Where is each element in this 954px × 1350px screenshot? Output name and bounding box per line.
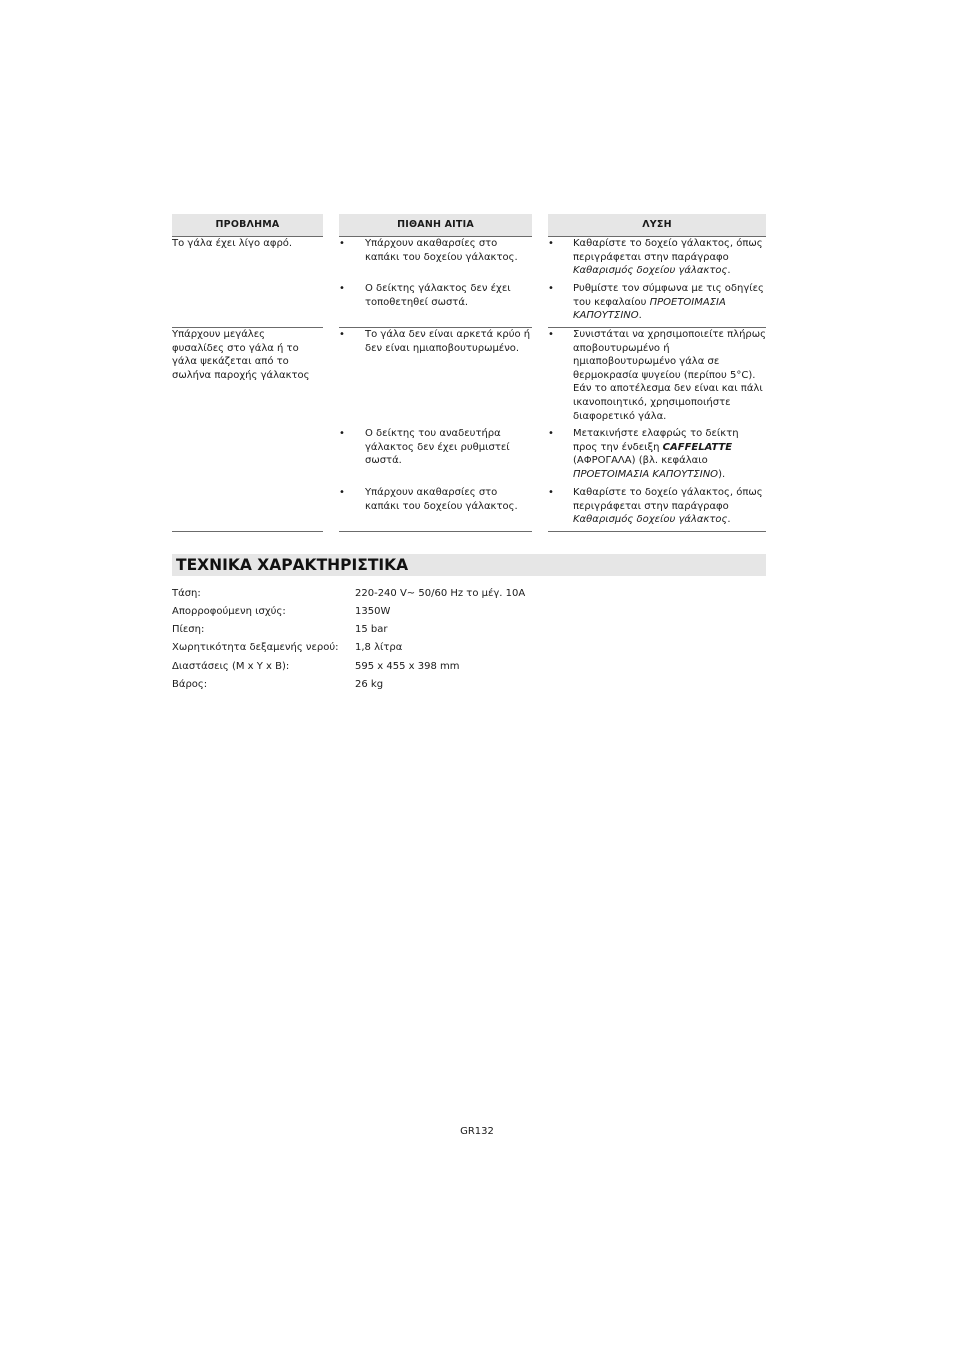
bullet-icon: • [339, 238, 345, 249]
row-2-solution-2: • Μετακινήστε ελαφρώς το δείκτη προς την ένδειξη CAFFELATTE (ΑΦΡΟΓΑΛΑ) (βλ. κεφάλαιο ΠΡΟΕΤΟΙΜΑΣΙΑ ΚΑΠΟΥΤΣΙΝΟ). [548, 428, 739, 480]
row-1-cause-1: • Υπάρχουν ακαθαρσίες στο καπάκι του δοχείου γάλακτος. [339, 238, 518, 263]
spec-row [172, 623, 572, 641]
spec-label: Πίεση: [172, 624, 205, 635]
spec-row [172, 678, 572, 696]
row-2-cause-1: • Το γάλα δεν είναι αρκετά κρύο ή δεν είναι ημιαποβουτυρωμένο. [339, 329, 531, 354]
row-2-problem: Υπάρχουν μεγάλες φυσαλίδες στο γάλα ή το γάλα ψεκάζεται από το σωλήνα παροχής γάλακτος [172, 329, 310, 381]
spec-label: Διαστάσεις (M x Y x B): [172, 661, 290, 672]
section-title: ΤΕΧΝΙΚΑ ΧΑΡΑΚΤΗΡΙΣΤΙΚΑ [176, 556, 409, 574]
spec-row [172, 605, 572, 623]
row-2-solution-1: • Συνιστάται να χρησιμοποιείτε πλήρως αποβουτυρωμένο ή ημιαποβουτυρωμένο γάλα σε θερμοκρασία ψυγείου (περίπου 5°C). Εάν το αποτέλεσμα δεν είναι και πάλι ικανοποιητικό, χρησιμοποιήστε διαφορετικό γάλα. [548, 329, 767, 422]
spec-row [172, 660, 572, 678]
spec-row [172, 641, 572, 659]
row-2-cause-2: • Ο δείκτης του αναδευτήρα γάλακτος δεν έχει ρυθμιστεί σωστά. [339, 428, 510, 467]
bullet-icon: • [548, 329, 554, 340]
row-1-cause-2: • Ο δείκτης γάλακτος δεν έχει τοποθετηθεί σωστά. [339, 283, 511, 308]
spec-label: Χωρητικότητα δεξαμενής νερού: [172, 642, 339, 653]
spec-row [172, 587, 572, 605]
bullet-icon: • [339, 428, 345, 439]
spec-value: 26 kg [355, 679, 384, 690]
spec-label: Απορροφούμενη ισχύς: [172, 606, 286, 617]
spec-value: 15 bar [355, 624, 388, 635]
header-solution: ΛΥΣΗ [548, 214, 766, 237]
section-heading-bar [172, 554, 766, 576]
row-1-solution-2: • Ρυθμίστε τον σύμφωνα με τις οδηγίες του κεφαλαίου ΠΡΟΕΤΟΙΜΑΣΙΑ ΚΑΠΟΥΤΣΙΝΟ. [548, 283, 764, 322]
spec-value: 220-240 V~ 50/60 Hz το μέγ. 10A [355, 588, 526, 599]
bullet-icon: • [548, 283, 554, 294]
spec-value: 1350W [355, 606, 391, 617]
spec-value: 595 x 455 x 398 mm [355, 661, 460, 672]
spec-label: Τάση: [172, 588, 201, 599]
table-bottom-rule [548, 531, 766, 532]
bullet-icon: • [339, 487, 345, 498]
page-number: GR132 [460, 1126, 494, 1137]
bullet-icon: • [339, 283, 345, 294]
row-2-cause-3: • Υπάρχουν ακαθαρσίες στο καπάκι του δοχείου γάλακτος. [339, 487, 518, 512]
row-1-problem: Το γάλα έχει λίγο αφρό. [172, 238, 293, 249]
bullet-icon: • [548, 487, 554, 498]
table-bottom-rule [339, 531, 532, 532]
header-problem: ΠΡΟΒΛΗΜΑ [172, 214, 323, 237]
bullet-icon: • [548, 238, 554, 249]
spec-value: 1,8 λίτρα [355, 642, 403, 653]
bullet-icon: • [548, 428, 554, 439]
bullet-icon: • [339, 329, 345, 340]
row-2-solution-3: • Καθαρίστε το δοχείο γάλακτος, όπως περιγράφεται στην παράγραφο Καθαρισμός δοχείου γάλακτος. [548, 487, 763, 526]
header-cause: ΠΙΘΑΝΗ ΑΙΤΙΑ [339, 214, 532, 237]
spec-label: Βάρος: [172, 679, 208, 690]
table-bottom-rule [172, 531, 323, 532]
row-1-solution-1: • Καθαρίστε το δοχείο γάλακτος, όπως περιγράφεται στην παράγραφο Καθαρισμός δοχείου γάλακτος. [548, 238, 763, 277]
